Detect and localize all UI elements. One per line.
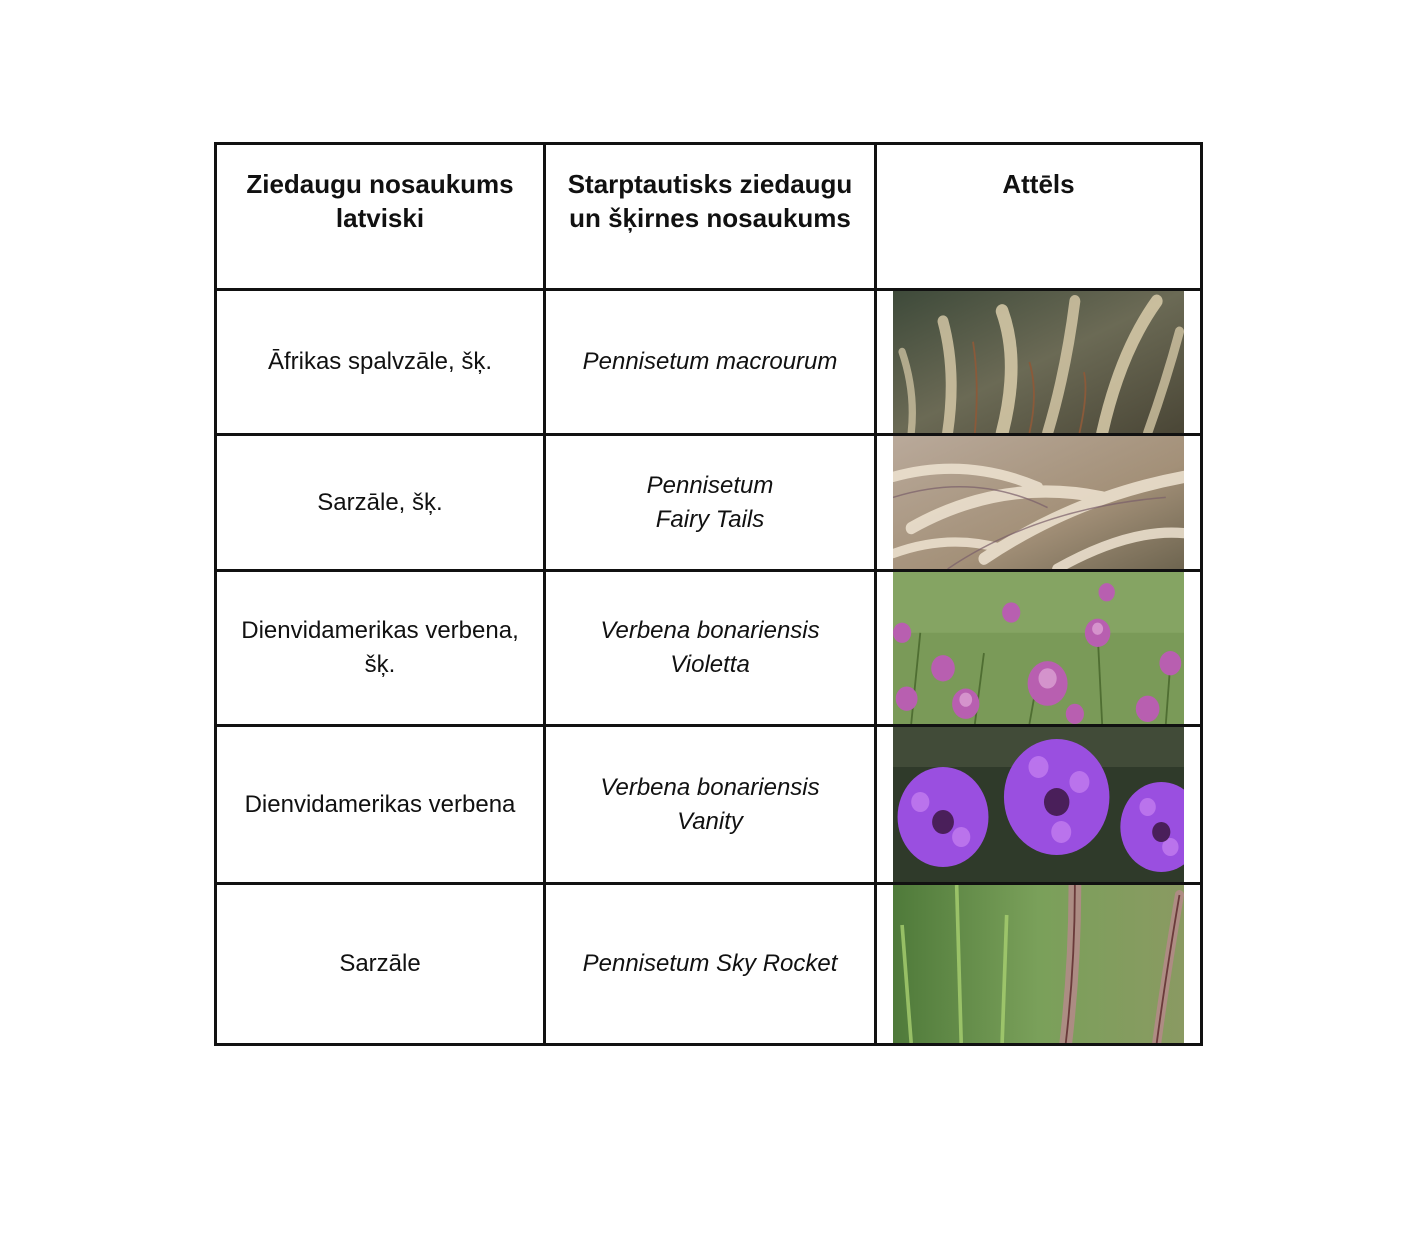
latvian-name-cell: Sarzāle xyxy=(216,884,545,1045)
latin-name-cell xyxy=(545,726,876,884)
pennisetum-sky-rocket-photo xyxy=(876,884,1202,1045)
table-row xyxy=(216,290,1202,435)
latvian-name-cell: Sarzāle, šķ. xyxy=(216,435,545,571)
fountain-grass-fairy-tails-photo xyxy=(876,435,1202,571)
latin-name-line: Pennisetum macrourum xyxy=(582,348,838,375)
african-feather-grass-photo xyxy=(876,290,1202,435)
latvian-name-cell: Dienvidamerikas verbena, šķ. xyxy=(216,571,545,726)
latin-name-line: Pennisetum xyxy=(646,471,774,499)
latvian-name-cell: Dienvidamerikas verbena xyxy=(216,726,545,884)
cultivar-name-line: Fairy Tails xyxy=(655,505,765,533)
cultivar-name-line: Violetta xyxy=(670,651,750,678)
plants-table xyxy=(214,142,1203,1046)
latin-name-cell xyxy=(545,571,876,726)
table-row xyxy=(216,726,1202,884)
verbena-vanity-photo xyxy=(876,726,1202,884)
latin-name-line: Pennisetum Sky Rocket xyxy=(582,950,838,977)
cultivar-name-line: Vanity xyxy=(677,807,743,835)
latin-name-cell xyxy=(545,884,876,1045)
header-international-name: Starptautisks ziedaugu un šķirnes nosaukums xyxy=(545,144,876,290)
latvian-name-cell: Āfrikas spalvzāle, šķ. xyxy=(216,290,545,435)
table-row xyxy=(216,435,1202,571)
table-row xyxy=(216,571,1202,726)
header-latvian-name: Ziedaugu nosaukums latviski xyxy=(216,144,545,290)
verbena-violetta-photo xyxy=(876,571,1202,726)
header-image: Attēls xyxy=(876,144,1202,290)
latin-name-line: Verbena bonariensis xyxy=(600,617,820,644)
latin-name-cell xyxy=(545,435,876,571)
table-row xyxy=(216,884,1202,1045)
table-header-row xyxy=(216,144,1202,290)
latin-name-cell xyxy=(545,290,876,435)
latin-name-line: Verbena bonariensis xyxy=(600,773,820,801)
